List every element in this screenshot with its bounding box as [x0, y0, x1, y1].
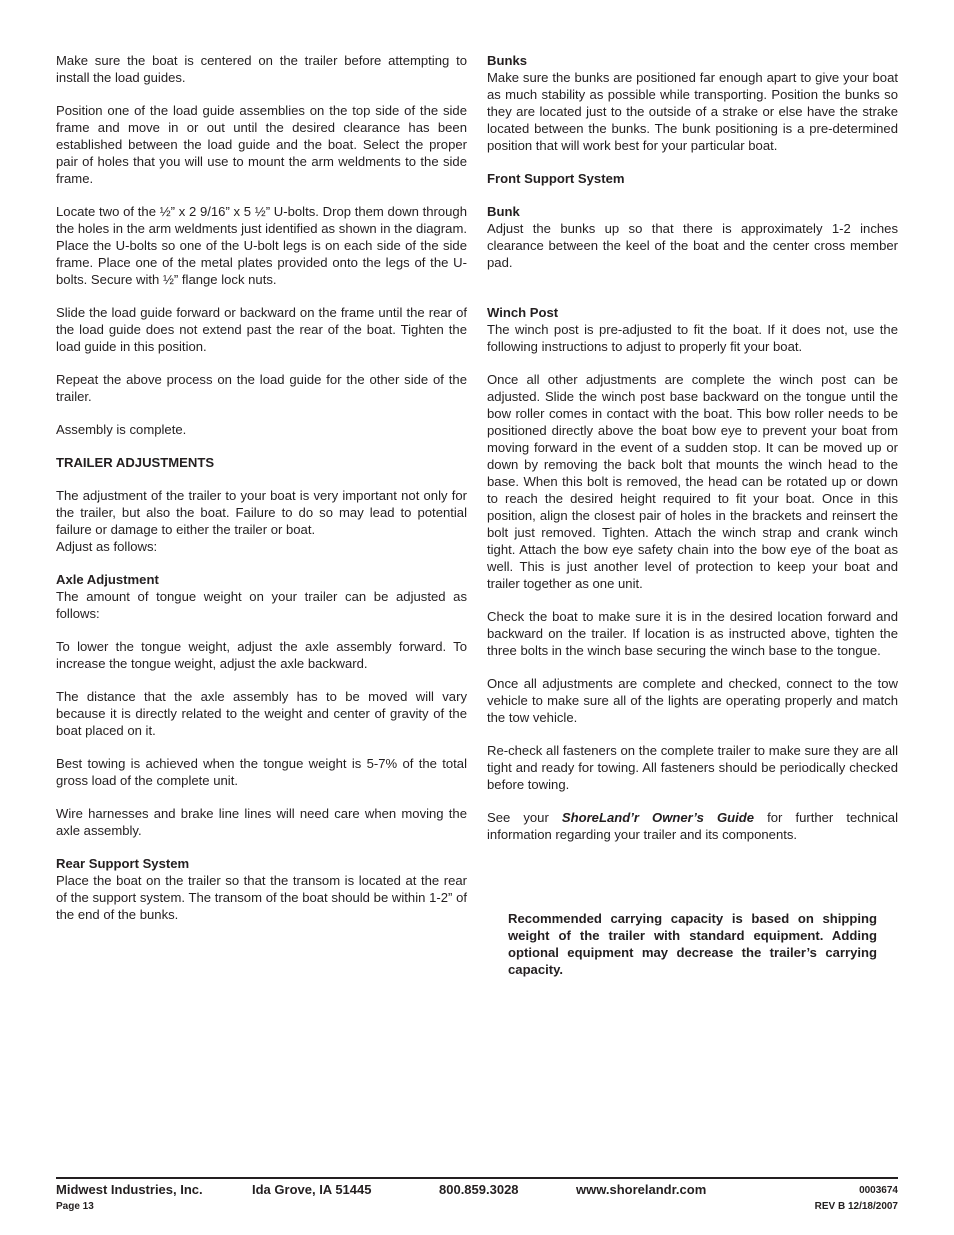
footer-website: www.shorelandr.com — [576, 1182, 707, 1197]
paragraph-text: The adjustment of the trailer to your boat is very important not only for the trailer, but also the boat. Failure to do so may lead to potential failure or damage to either the trailer or boat. — [56, 488, 467, 537]
paragraph: Locate two of the ½” x 2 9/16” x 5 ½” U-bolts. Drop them down through the holes in the arm weldments just identified as shown in the diagram. Place the U-bolts so one of the U-bolt legs is on each side of the side frame. Place one of the metal plates provided onto the legs of the U-bolts. Secure with ½” flange lock nuts. — [56, 204, 467, 287]
paragraph: Assembly is complete. — [56, 422, 187, 437]
paragraph: Once all adjustments are complete and checked, connect to the tow vehicle to make sure all of the lights are operating properly and match the tow vehicle. — [487, 676, 898, 725]
footer-page-number: Page 13 — [56, 1201, 94, 1212]
footer-company: Midwest Industries, Inc. — [56, 1182, 203, 1197]
paragraph — [487, 203, 898, 271]
paragraph: Wire harnesses and brake line lines will need care when moving the axle assembly. — [56, 806, 467, 838]
paragraph: Check the boat to make sure it is in the desired location forward and backward on the trailer. If location is as instructed above, tighten the three bolts in the winch base securing the winch base to the tongue. — [487, 609, 898, 658]
paragraph: Re-check all fasteners on the complete trailer to make sure they are all tight and ready for towing. All fasteners should be periodically checked before towing. — [487, 743, 898, 792]
paragraph — [487, 304, 898, 355]
owners-guide-title: ShoreLand’r Owner’s Guide — [561, 810, 755, 825]
left-column — [56, 52, 467, 939]
bunks-heading: Bunks — [487, 53, 528, 68]
paragraph: Make sure the boat is centered on the trailer before attempting to install the load guides. — [56, 53, 467, 85]
paragraph: Repeat the above process on the load guide for the other side of the trailer. — [56, 372, 467, 404]
winch-post-heading: Winch Post — [487, 305, 559, 320]
paragraph: The distance that the axle assembly has to be moved will vary because it is directly related to the weight and center of gravity of the boat placed on it. — [56, 689, 467, 738]
paragraph-text: See your — [487, 810, 562, 825]
paragraph-text: The winch post is pre-adjusted to fit the boat. If it does not, use the following instructions to adjust to properly fit your boat. — [487, 322, 898, 354]
footer-city: Ida Grove, IA 51445 — [252, 1182, 372, 1197]
paragraph — [56, 855, 467, 923]
paragraph-text: Adjust as follows: — [56, 539, 158, 554]
paragraph-text: The amount of tongue weight on your trailer can be adjusted as follows: — [56, 589, 467, 621]
paragraph — [56, 487, 467, 555]
footer-phone: 800.859.3028 — [439, 1182, 519, 1197]
paragraph: Slide the load guide forward or backward on the frame until the rear of the load guide does not extend past the rear of the boat. Tighten the load guide in this position. — [56, 305, 467, 354]
footer-doc-number: 0003674 — [859, 1185, 898, 1196]
paragraph — [487, 52, 898, 154]
paragraph: Once all other adjustments are complete the winch post can be adjusted. Slide the winch post base backward on the tongue until the bow roller comes in contact with the boat. This bow roller needs to be positioned directly above the boat bow eye to prevent your boat from moving forward in the event of a sudden stop. It can be moved up or down by removing the back bolt that mounts the winch head to the base. When this bolt is removed, the head can be rotated up or down to reach the desired height required to fit your boat. Once in this position, align the closest pair of holes in the brackets and reinsert the bolt just removed. Tighten. Attach the winch strap and crank winch tight. Attach the bow eye safety chain into the bow eye of the boat as well. This is just another level of protection to keep your boat and trailer together as one unit. — [487, 372, 898, 591]
paragraph — [56, 571, 467, 622]
paragraph-text: Place the boat on the trailer so that the transom is located at the rear of the support system. The transom of the boat should be within 1-2” of the end of the bunks. — [56, 873, 467, 922]
right-column — [487, 52, 898, 859]
rear-support-heading: Rear Support System — [56, 856, 190, 871]
footer-revision: REV B 12/18/2007 — [814, 1201, 898, 1212]
axle-adjustment-heading: Axle Adjustment — [56, 572, 159, 587]
paragraph: Position one of the load guide assemblies on the top side of the side frame and move in or out until the desired clearance has been established between the load guide and the boat. Select the proper pair of holes that you will use to mount the arm weldments to the side frame. — [56, 103, 467, 186]
paragraph: To lower the tongue weight, adjust the axle assembly forward. To increase the tongue weight, adjust the axle backward. — [56, 639, 467, 671]
paragraph — [487, 809, 898, 843]
paragraph-text: Adjust the bunks up so that there is approximately 1-2 inches clearance between the keel of the boat and the center cross member pad. — [487, 221, 898, 270]
paragraph: Best towing is achieved when the tongue weight is 5-7% of the total gross load of the complete unit. — [56, 756, 467, 788]
front-support-heading: Front Support System — [487, 171, 625, 186]
footer-divider — [56, 1177, 898, 1179]
paragraph-text: Make sure the bunks are positioned far enough apart to give your boat as much stability as possible while transporting. Position the bunks so they are located just to the outside of a strake or else have the strake located between the bunks. The bunk positioning is a pre-determined position that will work best for your particular boat. — [487, 70, 898, 153]
bunk-heading: Bunk — [487, 204, 520, 219]
section-title: TRAILER ADJUSTMENTS — [56, 455, 215, 470]
capacity-notice: Recommended carrying capacity is based on shipping weight of the trailer with standard equipment. Adding optional equipment may decrease the trailer’s carrying capacity. — [508, 911, 877, 977]
paragraph-text: for further technical information regarding your trailer and its components. — [487, 810, 898, 842]
